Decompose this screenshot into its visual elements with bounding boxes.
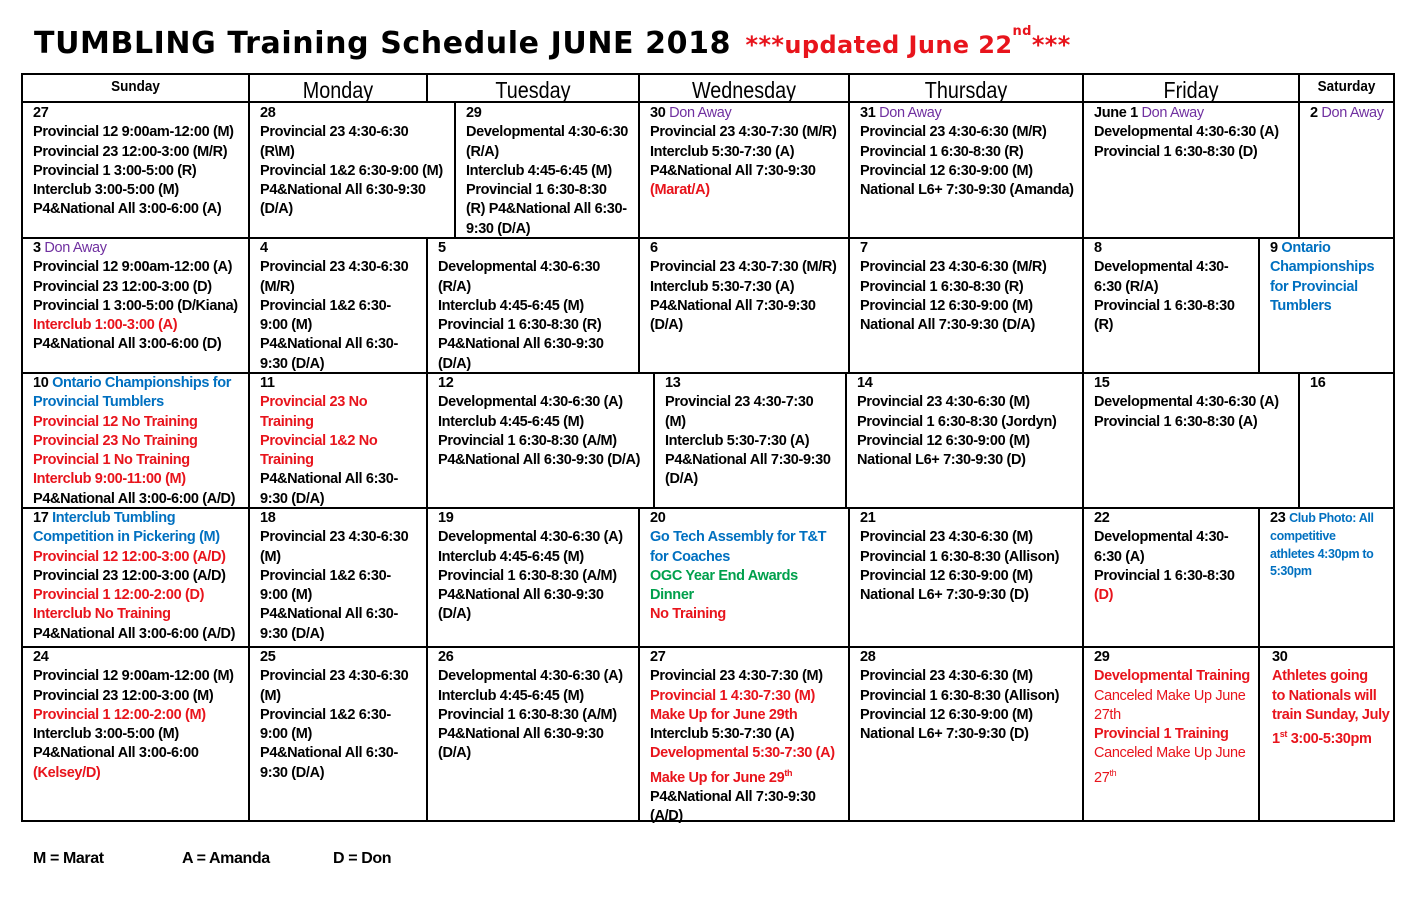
legend-marat: M = Marat bbox=[33, 850, 104, 867]
legend-amanda: A = Amanda bbox=[182, 850, 270, 867]
day-cell-june-16: 16 bbox=[1310, 375, 1326, 391]
page-title bbox=[34, 26, 1071, 61]
day-cell-june-21: 21 Provincial 23 4:30-6:30 (M) Provincial 1 6:30-8:30 (Allison) Provincial 12 6:30-9:00 (M) National L6+ 7:30-9:30 (D) bbox=[860, 510, 1060, 604]
day-cell-june-2: 2 Don Away bbox=[1310, 105, 1384, 121]
day-header-friday: Friday bbox=[1163, 76, 1219, 103]
legend-don: D = Don bbox=[333, 850, 392, 867]
day-cell-june-29: 29 Developmental Training Canceled Make Up June 27th Provincial 1 Training Canceled Make Up June 27th bbox=[1094, 649, 1250, 786]
day-cell-june-13: 13 Provincial 23 4:30-7:30 (M) Interclub 5:30-7:30 (A) P4&National All 7:30-9:30 (D/A) bbox=[665, 375, 831, 488]
day-cell-june-5: 5 Developmental 4:30-6:30 (R/A) Interclub 4:45-6:45 (M) Provincial 1 6:30-8:30 (R) P4&National All 6:30-9:30 (D/A) bbox=[438, 240, 604, 372]
day-cell-june-23: 23 Club Photo: All competitive athletes 4:30pm to 5:30pm bbox=[1270, 510, 1374, 579]
day-cell-june-12: 12 Developmental 4:30-6:30 (A) Interclub 4:45-6:45 (M) Provincial 1 6:30-8:30 (A/M) P4&National All 6:30-9:30 (D/A) bbox=[438, 375, 641, 469]
day-cell-june-20: 20 Go Tech Assembly for T&T for Coaches OGC Year End Awards Dinner No Training bbox=[650, 510, 827, 623]
day-header-tuesday: Tuesday bbox=[495, 76, 571, 103]
title-updated: ***updated June 22nd*** bbox=[745, 24, 1071, 59]
day-cell-may-30: 30 Don Away Provincial 23 4:30-7:30 (M/R) Interclub 5:30-7:30 (A) P4&National All 7:30-9:30 (Marat/A) bbox=[650, 105, 837, 199]
day-cell-may-28: 28 Provincial 23 4:30-6:30 (R\M) Provincial 1&2 6:30-9:00 (M) P4&National All 6:30-9:30 (D/A) bbox=[260, 105, 443, 218]
day-cell-june-11: 11 Provincial 23 No Training Provincial 1&2 No Training P4&National All 6:30- 9:30 (D/A) bbox=[260, 375, 398, 507]
day-cell-june-25: 25 Provincial 23 4:30-6:30 (M) Provincial 1&2 6:30- 9:00 (M) P4&National All 6:30- 9:30 (D/A) bbox=[260, 649, 409, 781]
day-cell-june-28: 28 Provincial 23 4:30-6:30 (M) Provincial 1 6:30-8:30 (Allison) Provincial 12 6:30-9:00 (M) National L6+ 7:30-9:30 (D) bbox=[860, 649, 1060, 743]
day-cell-june-30: 30 Athletes going to Nationals will train Sunday, July 1st 3:00-5:30pm bbox=[1272, 649, 1390, 748]
day-cell-may-29: 29 Developmental 4:30-6:30 (R/A) Interclub 4:45-6:45 (M) Provincial 1 6:30-8:30 (R) P4&National All 6:30- 9:30 (D/A) bbox=[466, 105, 628, 237]
day-header-thursday: Thursday bbox=[924, 76, 1008, 103]
title-main: TUMBLING Training Schedule JUNE 2018 bbox=[34, 26, 732, 61]
day-cell-june-6: 6 Provincial 23 4:30-7:30 (M/R) Interclub 5:30-7:30 (A) P4&National All 7:30-9:30 (D/A) bbox=[650, 240, 837, 334]
day-cell-june-19: 19 Developmental 4:30-6:30 (A) Interclub 4:45-6:45 (M) Provincial 1 6:30-8:30 (A/M) P4&National All 6:30-9:30 (D/A) bbox=[438, 510, 623, 623]
day-cell-june-17: 17 Interclub Tumbling Competition in Pickering (M) Provincial 12 12:00-3:00 (A/D) Provincial 23 12:00-3:00 (A/D) Provincial 1 12:00-2:00 (D) Interclub No Training P4&National All 3:00-6:00 (A/D) bbox=[33, 510, 236, 642]
day-cell-june-24: 24 Provincial 12 9:00am-12:00 (M) Provincial 23 12:00-3:00 (M) Provincial 1 12:00-2:00 (M) Interclub 3:00-5:00 (M) P4&National All 3:00-6:00 (Kelsey/D) bbox=[33, 649, 234, 781]
day-header-monday: Monday bbox=[302, 76, 374, 103]
day-cell-june-1: June 1 Don Away Developmental 4:30-6:30 (A) Provincial 1 6:30-8:30 (D) bbox=[1094, 105, 1279, 160]
day-header-saturday: Saturday bbox=[1317, 77, 1376, 95]
day-cell-june-26: 26 Developmental 4:30-6:30 (A) Interclub 4:45-6:45 (M) Provincial 1 6:30-8:30 (A/M) P4&National All 6:30-9:30 (D/A) bbox=[438, 649, 623, 762]
day-cell-june-27: 27 Provincial 23 4:30-7:30 (M) Provincial 1 4:30-7:30 (M) Make Up for June 29th Interclub 5:30-7:30 (A) Developmental 5:30-7:30 (A) Make Up for June 29th P4&National All 7:30-9:30 (A/D) bbox=[650, 649, 835, 825]
day-cell-june-18: 18 Provincial 23 4:30-6:30 (M) Provincial 1&2 6:30- 9:00 (M) P4&National All 6:30- 9:30 (D/A) bbox=[260, 510, 409, 642]
day-cell-june-9: 9 Ontario Championships for Provincial Tumblers bbox=[1270, 240, 1375, 314]
day-cell-june-8: 8 Developmental 4:30- 6:30 (R/A) Provincial 1 6:30-8:30 (R) bbox=[1094, 240, 1235, 334]
day-header-wednesday: Wednesday bbox=[691, 76, 797, 103]
day-cell-june-3: 3 Don Away Provincial 12 9:00am-12:00 (A) Provincial 23 12:00-3:00 (D) Provincial 1 3:00-5:00 (D/Kiana) Interclub 1:00-3:00 (A) P4&National All 3:00-6:00 (D) bbox=[33, 240, 238, 353]
day-cell-may-27: 27 Provincial 12 9:00am-12:00 (M) Provincial 23 12:00-3:00 (M/R) Provincial 1 3:00-5:00 (R) Interclub 3:00-5:00 (M) P4&National All 3:00-6:00 (A) bbox=[33, 105, 234, 218]
day-cell-june-10: 10 Ontario Championships for Provincial Tumblers Provincial 12 No Training Provincial 23 No Training Provincial 1 No Training Interclub 9:00-11:00 (M) P4&National All 3:00-6:00 (A/D) bbox=[33, 375, 236, 507]
day-cell-june-15: 15 Developmental 4:30-6:30 (A) Provincial 1 6:30-8:30 (A) bbox=[1094, 375, 1279, 430]
day-cell-may-31: 31 Don Away Provincial 23 4:30-6:30 (M/R) Provincial 1 6:30-8:30 (R) Provincial 12 6:30-9:00 (M) National L6+ 7:30-9:30 (Amanda) bbox=[860, 105, 1074, 199]
day-cell-june-22: 22 Developmental 4:30- 6:30 (A) Provincial 1 6:30-8:30 (D) bbox=[1094, 510, 1235, 604]
day-cell-june-4: 4 Provincial 23 4:30-6:30 (M/R) Provincial 1&2 6:30- 9:00 (M) P4&National All 6:30- 9:30 (D/A) bbox=[260, 240, 409, 372]
day-cell-june-7: 7 Provincial 23 4:30-6:30 (M/R) Provincial 1 6:30-8:30 (R) Provincial 12 6:30-9:00 (M) National All 7:30-9:30 (D/A) bbox=[860, 240, 1047, 334]
day-cell-june-14: 14 Provincial 23 4:30-6:30 (M) Provincial 1 6:30-8:30 (Jordyn) Provincial 12 6:30-9:00 (M) National L6+ 7:30-9:30 (D) bbox=[857, 375, 1057, 469]
day-header-sunday: Sunday bbox=[111, 77, 160, 95]
